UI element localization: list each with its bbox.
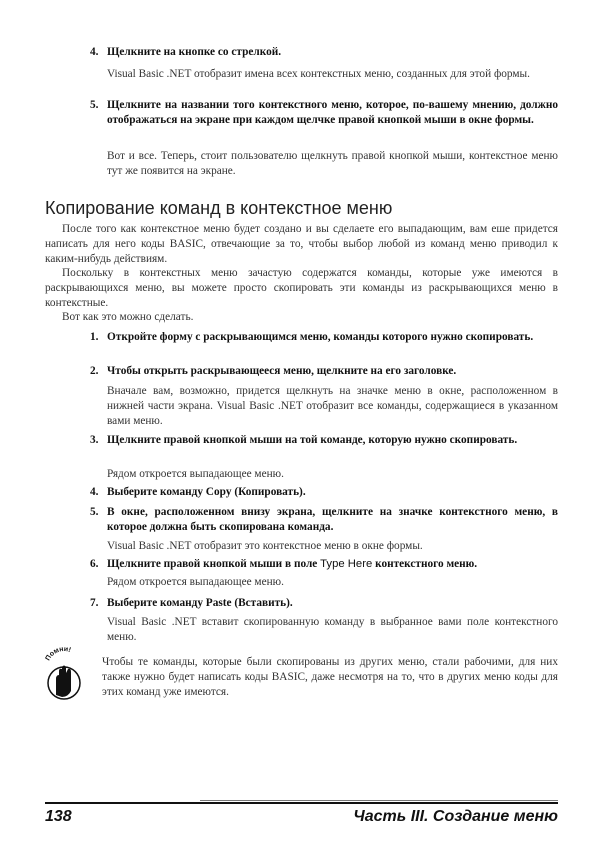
step-number: 4.	[90, 46, 99, 58]
step-7-desc: Visual Basic .NET вставит скопированную команду в выбранное вами поле контекстного меню.	[107, 616, 558, 643]
step-6	[90, 557, 558, 572]
part-title: Часть III. Создание меню	[353, 808, 558, 825]
step-text: Выберите команду Copy (Копировать).	[107, 486, 306, 498]
note-text: Чтобы те команды, которые были скопированы из других меню, стали рабочими, для них также нужно будет написать коды BASIC, даже несмотря на то, что в других меню коды для этих команд уже имеются.	[102, 656, 558, 698]
step-2-desc: Вначале вам, возможно, придется щелкнуть на значке меню в окне, расположенном в нижней части экрана. Visual Basic .NET отобразит все команды, содержащиеся в указанном вами меню.	[107, 385, 558, 427]
step-text	[107, 557, 558, 572]
paragraph-2: Поскольку в контекстных меню зачастую содержатся команды, которые уже имеются в раскрывающихся меню, вы можете просто скопировать эти команды из раскрывающихся меню в контекстные.	[45, 267, 558, 309]
step-5-desc: Вот и все. Теперь, стоит пользователю щелкнуть правой кнопкой мыши, контекстное меню тут же появится на экране.	[107, 150, 558, 177]
step-3-desc: Рядом откроется выпадающее меню.	[107, 468, 284, 480]
step-5-top	[90, 98, 558, 128]
step-text: В окне, расположенном внизу экрана, щелкните на значке контекстного меню, в которое должна быть скопирована команда.	[107, 506, 558, 533]
step-number: 1.	[90, 331, 99, 343]
code-text: Type Here	[320, 558, 373, 570]
step-5-desc: Visual Basic .NET отобразит это контекстное меню в окне формы.	[107, 540, 423, 552]
step-2	[90, 364, 558, 379]
step-number: 2.	[90, 365, 99, 377]
step-5	[90, 505, 558, 535]
step-4	[90, 485, 558, 500]
paragraph-3: Вот как это можно сделать.	[62, 311, 194, 323]
step-4-top	[90, 45, 558, 60]
step-text: Выберите команду Paste (Вставить).	[107, 597, 293, 609]
step-number: 7.	[90, 597, 99, 609]
step-text: Откройте форму с раскрывающимся меню, команды которого нужно скопировать.	[107, 331, 534, 343]
step-6-desc: Рядом откроется выпадающее меню.	[107, 576, 284, 588]
step-number: 4.	[90, 486, 99, 498]
step-text: Щелкните на названии того контекстного меню, которое, по-вашему мнению, должно отображаться на экране при каждом щелчке правой кнопкой мыши в окне формы.	[107, 99, 558, 126]
pointing-hand-icon	[42, 647, 86, 703]
svg-text:Помни!: Помни!	[44, 647, 72, 663]
page-number: 138	[45, 808, 72, 825]
step-text: Чтобы открыть раскрывающееся меню, щелкните на его заголовке.	[107, 365, 457, 377]
step-text: Щелкните правой кнопкой мыши на той команде, которую нужно скопировать.	[107, 434, 518, 446]
step-number: 6.	[90, 558, 99, 570]
step-text: Щелкните на кнопке со стрелкой.	[107, 46, 282, 58]
step-text-after: контекстного меню.	[375, 558, 478, 570]
footer-thin-rule	[200, 800, 558, 801]
step-7	[90, 596, 558, 611]
step-number: 5.	[90, 99, 99, 111]
paragraph-1: После того как контекстное меню будет создано и вы сделаете его выпадающим, вам еше придется написать для него коды BASIC, отвечающие за то, чтобы выбор любой из команд меню приводил к каким-нибудь действиям.	[45, 223, 558, 265]
step-3	[90, 433, 558, 448]
step-number: 5.	[90, 506, 99, 518]
footer-rule	[45, 802, 558, 804]
section-heading: Копирование команд в контекстное меню	[45, 198, 393, 218]
step-1	[90, 330, 558, 345]
step-text-before: Щелкните правой кнопкой мыши в поле	[107, 558, 318, 570]
step-number: 3.	[90, 434, 99, 446]
step-4-desc: Visual Basic .NET отобразит имена всех контекстных меню, созданных для этой формы.	[107, 68, 530, 80]
